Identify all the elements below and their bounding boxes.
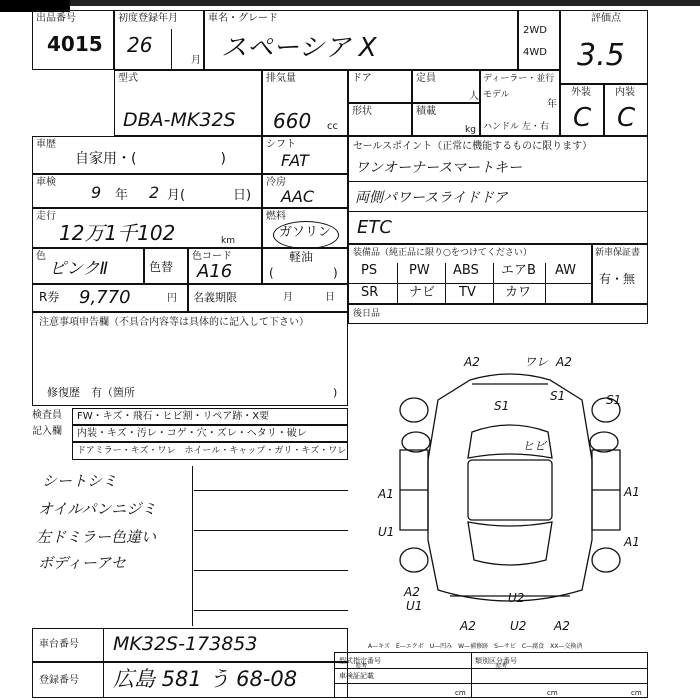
top-black-strip: [0, 0, 700, 6]
equip-pw: PW: [409, 263, 430, 278]
remarks-rule: [194, 610, 348, 611]
mark-a2-rear-bottom-left: A2: [460, 619, 476, 633]
mileage-label: 走行: [36, 211, 56, 222]
history-value: 自家用・( ): [75, 151, 226, 167]
color-code-box: [188, 248, 262, 284]
km-unit: km: [221, 236, 235, 246]
eq-rule: [349, 283, 591, 284]
chassis-value: MK32S-173853: [113, 633, 258, 655]
inspection-box: [32, 174, 262, 208]
mark-u1-left: U1: [378, 525, 395, 539]
chassis-box: [32, 628, 348, 662]
lot-number-box: [32, 10, 114, 70]
ac-value: AAC: [281, 187, 315, 206]
inspector-row-1: [72, 408, 348, 425]
shape-box: [348, 103, 412, 136]
equip-aw: AW: [555, 263, 577, 278]
first-registration-label: 初度登録年月: [118, 13, 178, 24]
cm-unit-3: cm: [631, 689, 642, 697]
mark-u2-rear-bottom: U2: [510, 619, 527, 633]
official-label-3: 車検証記載: [339, 672, 374, 680]
diesel-paren-close: ): [333, 266, 338, 280]
off-rule: [335, 683, 647, 684]
load-box: [412, 103, 480, 136]
interior-label: 内装: [615, 87, 635, 98]
damage-legend: A—キズ E—エクボ U—凹み W—補修跡 S—サビ C—腐食 XX—交換済: [368, 643, 583, 650]
equipment-box: [348, 244, 592, 304]
drive-2wd: 2WD: [523, 25, 547, 36]
eq-div: [397, 263, 398, 303]
color-code-value: A16: [197, 261, 233, 282]
mark-a1-right-rear: A1: [624, 535, 640, 549]
history-label: 車歴: [36, 139, 56, 150]
lot-number-label: 出品番号: [36, 13, 76, 24]
chassis-label: 車台番号: [39, 639, 79, 650]
recycle-label: R券: [39, 290, 60, 304]
mark-u2-rear: U2: [508, 591, 525, 605]
repair-label: 修復歴 有（箇所: [47, 386, 135, 399]
remark-4: ボディーアセ: [38, 554, 126, 572]
remark-1: シートシミ: [42, 472, 118, 490]
diesel-label: 軽油: [289, 250, 314, 264]
notes-label: 注意事項申告欄（不具合内容等は具体的に記入して下さい）: [39, 317, 309, 328]
color-value: ピンクⅡ: [49, 259, 109, 279]
load-label: 積載: [416, 106, 436, 117]
inspector-row-3-text: ドアミラー・キズ・ワレ ホイール・キャップ・ガリ・キズ・ワレ: [77, 446, 347, 456]
inspection-day-char: 日): [233, 188, 252, 203]
diesel-paren-open: (: [269, 266, 274, 280]
capacity-label: 定員: [416, 73, 436, 84]
official-label-2: 類別区分番号: [475, 657, 517, 665]
new-warranty-label: 新車保証書: [595, 248, 641, 258]
new-warranty-box: [592, 244, 648, 304]
capacity-box: [412, 70, 480, 103]
remark-3: 左ドミラー色違い: [36, 528, 157, 546]
displacement-label: 排気量: [266, 73, 296, 84]
remarks-area: [32, 466, 348, 626]
repair-close: ): [333, 386, 338, 399]
inspection-year-char: 年: [115, 188, 129, 203]
history-box: [32, 136, 262, 174]
month-suffix: 月: [191, 55, 201, 66]
lot-number-value: 4015: [47, 32, 103, 56]
color-label: 色: [36, 251, 46, 262]
car-name-value: スペーシア X: [221, 33, 377, 63]
score-value: 3.5: [577, 38, 625, 73]
selling-points-box: [348, 136, 648, 244]
model-label: 型式: [118, 73, 138, 84]
door-label: ドア: [352, 73, 372, 84]
mark-a2-rear-bottom-right: A2: [554, 619, 570, 633]
official-label-1: 型式指定番号: [339, 657, 381, 665]
mark-a2-front-left: A2: [464, 355, 480, 369]
interior-box: [604, 84, 648, 136]
mark-u1-rear-left: U1: [406, 599, 423, 613]
equip-ps: PS: [361, 263, 378, 278]
cc-unit: cc: [327, 121, 338, 132]
inspection-label: 車検: [36, 177, 56, 188]
eq-div: [545, 263, 546, 303]
remarks-rule: [194, 490, 348, 491]
recycle-box: [32, 284, 188, 312]
remarks-rule: [194, 530, 348, 531]
ac-label: 冷房: [266, 177, 286, 188]
plate-div: [103, 663, 104, 697]
remarks-rule: [194, 570, 348, 571]
year-unit: 年: [547, 99, 557, 110]
score-label: 評価点: [591, 13, 621, 24]
recycle-value: 9,770: [79, 287, 131, 308]
exterior-value: C: [573, 103, 592, 133]
door-box: [348, 70, 412, 103]
sp-rule: [349, 181, 647, 182]
shift-value: FAT: [281, 151, 309, 170]
plate-value: 広島 581 う 68-08: [113, 667, 298, 691]
equip-navi: ナビ: [409, 285, 436, 300]
car-damage-diagram: [360, 340, 660, 640]
inspection-month-char: 月(: [167, 188, 186, 203]
inspection-year: 9: [91, 183, 102, 202]
inspector-label-1: 検査員: [32, 410, 62, 421]
displacement-box: [262, 70, 348, 136]
selling-point-1: ワンオーナースマートキー: [355, 160, 523, 176]
model-year-label: モデル: [483, 90, 510, 100]
mark-a2-front-right: A2: [556, 355, 572, 369]
after-parts-label: 後日品: [353, 309, 381, 319]
mark-a1-right: A1: [624, 485, 640, 499]
new-warranty-value: 有・無: [599, 272, 636, 286]
inspector-row-2-text: 内装・キズ・汚レ・コゲ・穴・ズレ・ヘタリ・破レ: [77, 428, 307, 439]
diesel-box: [262, 248, 348, 284]
remark-2: オイルパンニジミ: [38, 500, 157, 518]
cm-unit-1: cm: [455, 689, 466, 697]
color-change-label: 色替: [149, 260, 174, 274]
shift-box: [262, 136, 348, 174]
fuel-label: 燃料: [266, 211, 286, 222]
registration-month: 月: [283, 292, 293, 303]
equip-abs: ABS: [453, 263, 479, 278]
after-parts-box: [348, 304, 648, 324]
equip-tv: TV: [459, 285, 476, 300]
displacement-value: 660: [273, 109, 312, 133]
equipment-label: 装備品（純正品に限り○をつけてください）: [353, 248, 532, 258]
equip-airbag: エアB: [501, 263, 536, 278]
handle-label: ハンドル 左・右: [483, 122, 549, 132]
color-box: [32, 248, 144, 284]
inspector-row-3: [72, 442, 348, 460]
ac-box: [262, 174, 348, 208]
model-value: DBA-MK32S: [123, 109, 236, 131]
selling-point-2: 両側パワースライドドア: [355, 190, 508, 206]
drive-box: [518, 10, 560, 70]
notes-box: [32, 312, 348, 406]
person-unit: 人: [469, 91, 479, 102]
kg-unit: kg: [465, 125, 476, 135]
dealer-label: ディーラー・並行: [483, 74, 555, 84]
color-code-label: 色コード: [192, 251, 232, 262]
fuel-circle: [273, 221, 339, 249]
inspector-box: [32, 406, 348, 464]
inspector-row-2: [72, 425, 348, 442]
mark-s1-right-mirror: S1: [606, 393, 622, 407]
car-name-box: [204, 10, 518, 70]
registration-box: [188, 284, 348, 312]
plate-label: 登録番号: [39, 675, 79, 686]
plate-box: [32, 662, 348, 698]
equip-leather: カワ: [505, 285, 532, 300]
color-change-box: [144, 248, 188, 284]
mark-a1-left: A1: [378, 487, 394, 501]
official-ref-2: 参考: [495, 663, 508, 670]
shape-label: 形状: [352, 106, 372, 117]
chassis-div: [103, 629, 104, 661]
shift-label: シフト: [266, 139, 296, 150]
mark-crack-front: ワレ: [524, 355, 549, 369]
eq-div: [445, 263, 446, 303]
mark-s1-hood: S1: [494, 399, 510, 413]
exterior-label: 外装: [571, 87, 591, 98]
divider: [171, 29, 172, 69]
selling-points-label: セールスポイント（正常に機能するものに限ります）: [353, 141, 593, 152]
yen-unit: 円: [167, 293, 177, 304]
fuel-value: ガソリン: [279, 225, 332, 240]
mark-crack-windshield: ヒビ: [522, 439, 547, 453]
fuel-box: [262, 208, 348, 248]
first-registration-year: 26: [127, 33, 153, 57]
selling-point-3: ETC: [357, 217, 392, 238]
first-registration-box: [114, 10, 204, 70]
mileage-value: 12万1千102: [59, 221, 176, 245]
off-div: [471, 653, 472, 697]
eq-div: [493, 263, 494, 303]
cm-unit-2: cm: [547, 689, 558, 697]
mark-a2-rear-left: A2: [404, 585, 420, 599]
dealer-box: [480, 70, 560, 136]
registration-label: 名義期限: [193, 291, 237, 304]
official-ref-1: 参考: [355, 663, 368, 670]
official-box: [334, 652, 648, 698]
interior-value: C: [617, 103, 636, 133]
registration-day: 日: [325, 292, 335, 303]
sp-rule: [349, 211, 647, 212]
mark-s1-right: S1: [550, 389, 566, 403]
inspector-label-2: 記入欄: [32, 426, 62, 437]
car-name-label: 車名・グレード: [208, 13, 278, 24]
mileage-box: [32, 208, 262, 248]
off-rule: [335, 668, 647, 669]
score-box: [560, 10, 648, 84]
remarks-divider-left: [192, 466, 193, 626]
inspection-month: 2: [149, 183, 160, 202]
drive-4wd: 4WD: [523, 47, 547, 58]
equip-sr: SR: [361, 285, 379, 300]
model-box: [114, 70, 262, 136]
exterior-box: [560, 84, 604, 136]
inspector-row-1-text: FW・キズ・飛石・ヒビ割・リペア跡・X要: [77, 411, 270, 422]
